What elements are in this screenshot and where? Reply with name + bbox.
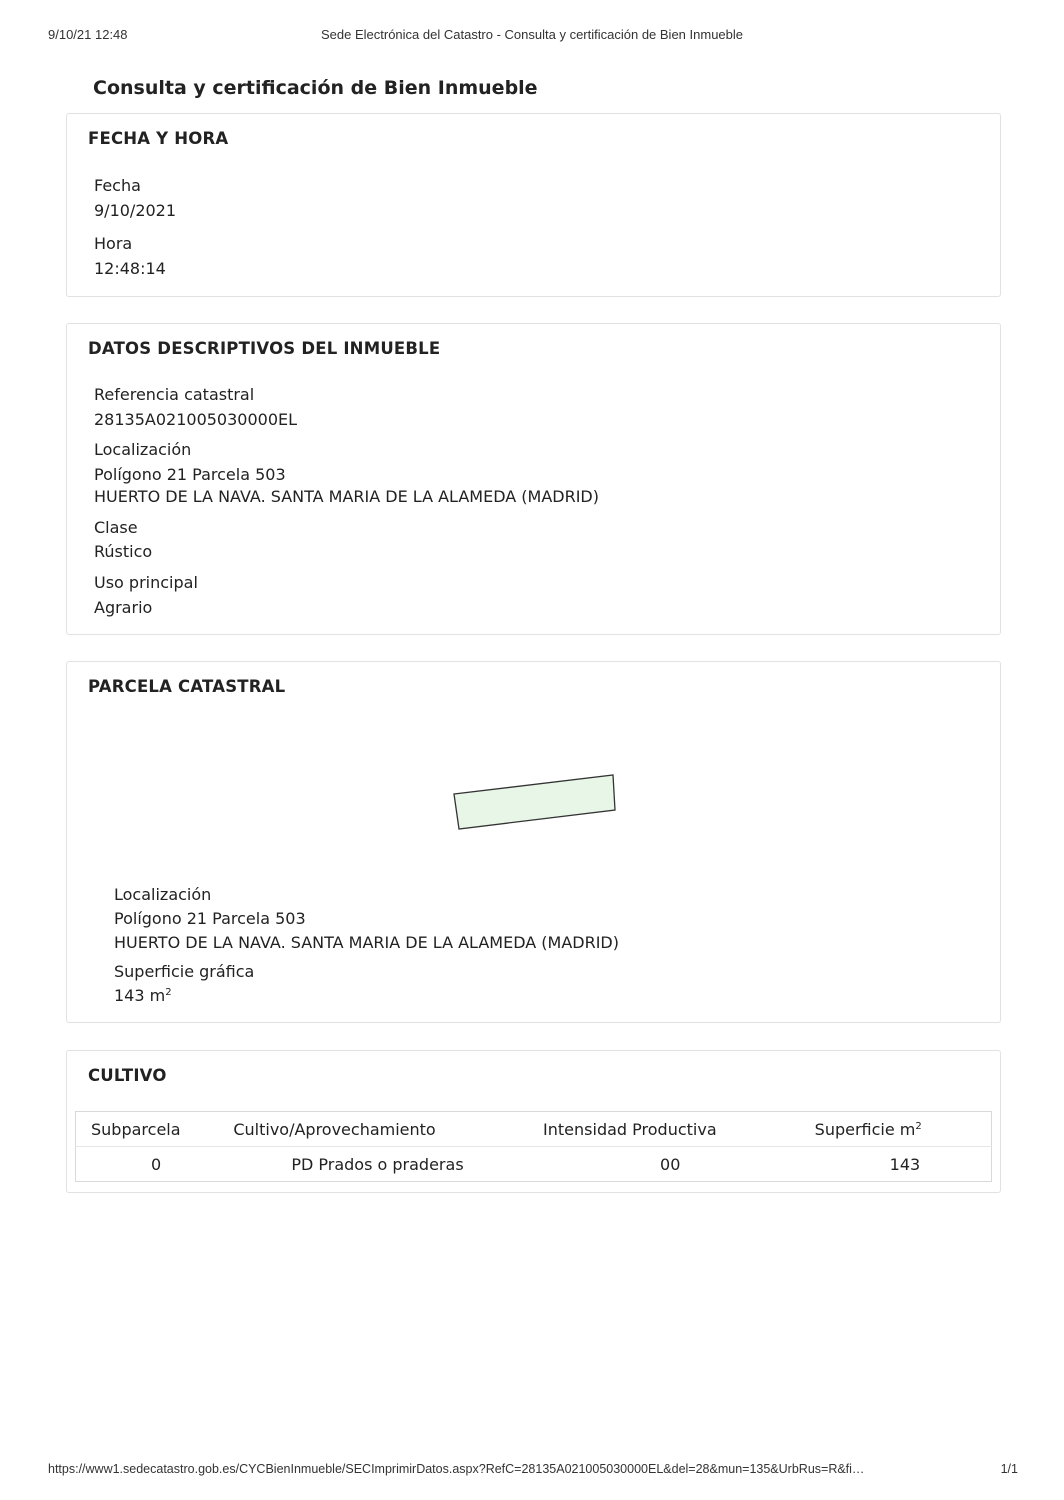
clase-value: Rústico [94,542,153,561]
localizacion-line2: HUERTO DE LA NAVA. SANTA MARIA DE LA ALAMEDA (MADRID) [94,487,599,506]
column-header-cultivo: Cultivo/Aprovechamiento [233,1119,436,1139]
section-heading: CULTIVO [88,1066,167,1085]
superficie-label: Superficie gráfica [114,962,255,981]
cultivo-section [66,1050,1001,1193]
superficie-value [114,985,254,1007]
hora-value: 12:48:14 [94,259,166,278]
section-heading: PARCELA CATASTRAL [88,677,286,696]
print-date: 9/10/21 12:48 [48,27,128,42]
uso-value: Agrario [94,598,153,617]
section-heading: DATOS DESCRIPTIVOS DEL INMUEBLE [88,339,441,358]
localizacion-line1: Polígono 21 Parcela 503 [94,465,286,484]
fecha-field [94,175,176,222]
cell-intensidad: 00 [660,1154,681,1174]
print-document-title: Sede Electrónica del Catastro - Consulta y certificación de Bien Inmueble [321,27,743,42]
table-row [76,1147,992,1182]
column-header-intensidad: Intensidad Productiva [543,1119,717,1139]
parcela-localizacion-field [114,884,619,954]
cell-subparcela: 0 [151,1154,162,1174]
parcela-catastral-section [66,661,1001,1023]
print-page-count: 1/1 [1000,1462,1018,1476]
cell-superficie: 143 [889,1154,921,1174]
referencia-label: Referencia catastral [94,385,255,404]
page-title: Consulta y certificación de Bien Inmueble [93,77,538,99]
fecha-hora-section [66,113,1001,297]
referencia-value: 28135A021005030000EL [94,410,298,429]
clase-field [94,517,152,563]
localizacion-line1: Polígono 21 Parcela 503 [114,909,306,928]
section-heading: FECHA Y HORA [88,129,229,148]
superficie-unit-superscript: 2 [165,987,172,998]
cell-cultivo: PD Prados o praderas [291,1154,464,1174]
clase-label: Clase [94,518,138,537]
column-header-subparcela: Subparcela [91,1119,181,1139]
hora-field [94,233,166,280]
cultivo-table [75,1111,992,1182]
fecha-label: Fecha [94,176,141,195]
datos-descriptivos-section [66,323,1001,635]
parcel-map [447,762,627,837]
uso-label: Uso principal [94,573,198,592]
referencia-field [94,384,297,431]
table-header-row [76,1112,992,1147]
print-header [48,27,1016,45]
superficie-number: 143 m [114,986,166,1005]
superficie-header-text: Superficie m [814,1119,916,1139]
hora-label: Hora [94,234,133,253]
fecha-value: 9/10/2021 [94,201,177,220]
localizacion-label: Localización [94,440,192,459]
print-url: https://www1.sedecatastro.gob.es/CYCBienInmueble/SECImprimirDatos.aspx?RefC=28135A021005030000EL&del=28&mun=135&UrbRus=R&fi… [48,1462,865,1476]
localizacion-label: Localización [114,885,212,904]
localizacion-line2: HUERTO DE LA NAVA. SANTA MARIA DE LA ALAMEDA (MADRID) [114,933,619,952]
column-header-superficie [815,1112,992,1147]
superficie-field [114,961,254,1007]
parcel-polygon [454,775,615,829]
print-footer [48,1462,1018,1480]
localizacion-field [94,439,599,508]
superficie-header-superscript: 2 [915,1120,922,1132]
uso-field [94,572,198,619]
